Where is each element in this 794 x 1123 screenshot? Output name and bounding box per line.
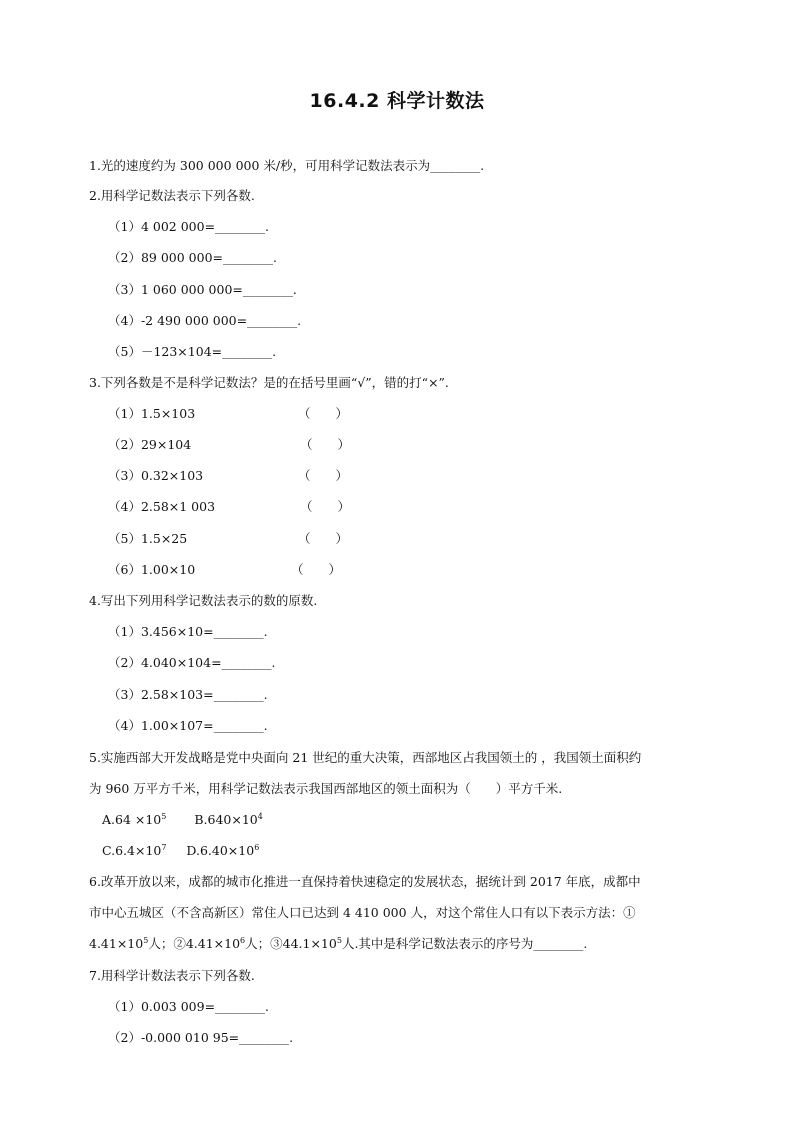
question-3-item-label: （6）1.00×10 <box>108 562 196 577</box>
question-3-item-label: （3）0.32×103 <box>108 468 204 483</box>
question-3-item-label: （1）1.5×103 <box>108 406 196 421</box>
question-5-line-2: 为 960 万平方千米，用科学记数法表示我国西部地区的领土面积为（ ）平方千米. <box>89 781 563 796</box>
option-d: $D.6.40\times 10^6$ <box>186 843 260 858</box>
answer-parentheses: （ ） <box>291 562 342 577</box>
answer-parentheses: （ ） <box>300 499 351 514</box>
question-2-item-3: （3）1 060 000 000=________. <box>108 282 297 297</box>
question-7-item-2: （2）-0.000 010 95=________. <box>108 1030 294 1045</box>
question-4-item-3: （3）2.58×103=________. <box>108 687 268 702</box>
question-4-stem: 4.写出下列用科学记数法表示的数的原数. <box>89 593 318 608</box>
question-7-item-1: （1）0.003 009=________. <box>108 999 270 1014</box>
question-2-item-1: （1）4 002 000=________. <box>108 219 270 234</box>
question-3-item-6 <box>108 561 195 579</box>
question-5-options-ab <box>102 811 263 829</box>
question-3-item-label: （2）29×104 <box>108 437 192 452</box>
question-1: 1.光的速度约为 300 000 000 米/秒，可用科学记数法表示为________. <box>89 158 485 173</box>
answer-parentheses: （ ） <box>300 437 351 452</box>
question-6-line-3: $4.41\times 10^5$人；$②4.41\times 10^6$人；$③44.1\times 10^5$人.其中是科学记数法表示的序号为________. <box>89 936 588 951</box>
question-5-line-1: 5.实施西部大开发战略是党中央面向 21 世纪的重大决策，西部地区占我国领土的 ，我国领土面积约 <box>89 750 642 765</box>
option-a: $A.64 \times 10^5$ <box>102 812 167 827</box>
question-7-stem: 7.用科学计数法表示下列各数. <box>89 968 255 983</box>
question-3-item-1 <box>108 405 195 423</box>
question-3-item-label: （4）2.58×1 003 <box>108 499 216 514</box>
question-2-item-2: （2）89 000 000=________. <box>108 250 277 265</box>
question-3-stem: 3.下列各数是不是科学记数法？是的在括号里画“√”，错的打“×”. <box>89 375 449 390</box>
question-2-item-4: （4）-2 490 000 000=________. <box>108 313 302 328</box>
question-5-options-cd <box>102 842 259 860</box>
question-3-item-2 <box>108 436 191 454</box>
question-3-item-3 <box>108 467 203 485</box>
question-2-stem: 2.用科学记数法表示下列各数. <box>89 188 255 203</box>
question-4-item-1: （1）3.456×10=________. <box>108 624 268 639</box>
question-6-line-2: 市中心五城区（不含高新区）常住人口已达到 4 410 000 人，对这个常住人口有以下表示方法：① <box>89 905 636 920</box>
answer-parentheses: （ ） <box>298 406 349 421</box>
question-4-item-2: （2）4.040×104=________. <box>108 655 276 670</box>
question-2-item-5: （5）－123×104=________. <box>108 344 277 359</box>
answer-parentheses: （ ） <box>298 531 349 546</box>
question-3-item-5 <box>108 530 187 548</box>
question-4-item-4: （4）1.00×107=________. <box>108 718 268 733</box>
answer-parentheses: （ ） <box>298 468 349 483</box>
page-title: 16.4.2 科学计数法 <box>309 90 485 112</box>
question-6-line-1: 6.改革开放以来，成都的城市化推进一直保持着快速稳定的发展状态，据统计到 2017 年底，成都中 <box>89 874 641 889</box>
option-c: $C.6.4\times 10^7$ <box>102 843 167 858</box>
option-b: $B.640\times 10^4$ <box>194 812 263 827</box>
question-3-item-label: （5）1.5×25 <box>108 531 188 546</box>
question-3-item-4 <box>108 498 215 516</box>
